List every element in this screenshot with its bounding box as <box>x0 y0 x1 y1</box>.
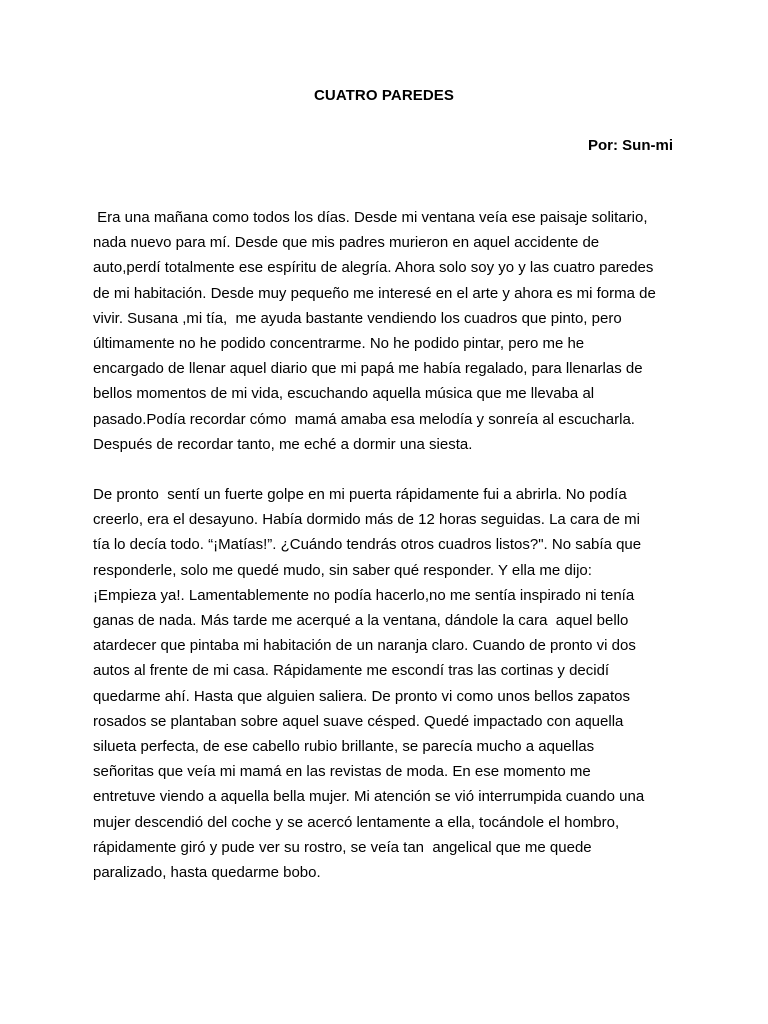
paragraph-line: tía lo decía todo. “¡Matías!”. ¿Cuándo tendrás otros cuadros listos?". No sabía que <box>93 536 642 554</box>
paragraph-2 <box>93 482 683 885</box>
paragraph-line: nada nuevo para mí. Desde que mis padres murieron en aquel accidente de <box>93 234 600 252</box>
paragraph-line: pasado.Podía recordar cómo mamá amaba esa melodía y sonreía al escucharla. <box>93 410 635 428</box>
paragraph-line: rosados se plantaban sobre aquel suave césped. Quedé impactado con aquella <box>93 712 624 730</box>
paragraph-line: últimamente no he podido concentrarme. No he podido pintar, pero me he <box>93 335 585 353</box>
paragraph-line: de mi habitación. Desde muy pequeño me interesé en el arte y ahora es mi forma de <box>93 284 656 302</box>
paragraph-line: señoritas que veía mi mamá en las revistas de moda. En ese momento me <box>93 763 591 781</box>
paragraph-line: De pronto sentí un fuerte golpe en mi puerta rápidamente fui a abrirla. No podía <box>93 486 627 503</box>
paragraph-line: encargado de llenar aquel diario que mi papá me había regalado, para llenarlas de <box>93 360 643 378</box>
paragraph-line: Era una mañana como todos los días. Desde mi ventana veía ese paisaje solitario, <box>93 209 648 226</box>
paragraph-line: entretuve viendo a aquella bella mujer. Mi atención se vió interrumpida cuando una <box>93 788 645 806</box>
paragraph-line: creerlo, era el desayuno. Había dormido más de 12 horas seguidas. La cara de mi <box>93 511 640 529</box>
paragraph-line: paralizado, hasta quedarme bobo. <box>93 864 321 882</box>
document-author: Por: Sun-mi <box>588 137 673 154</box>
paragraph-line: quedarme ahí. Hasta que alguien saliera. De pronto vi como unos bellos zapatos <box>93 687 630 705</box>
paragraph-line: mujer descendió del coche y se acercó lentamente a ella, tocándole el hombro, <box>93 813 620 831</box>
paragraph-line: responderle, solo me quedé mudo, sin saber qué responder. Y ella me dijo: <box>93 561 592 579</box>
paragraph-line: ¡Empieza ya!. Lamentablemente no podía hacerlo,no me sentía inspirado ni tenía <box>93 586 635 604</box>
paragraph-line: ganas de nada. Más tarde me acerqué a la ventana, dándole la cara aquel bello <box>93 612 629 630</box>
paragraph-line: vivir. Susana ,mi tía, me ayuda bastante vendiendo los cuadros que pinto, pero <box>93 309 622 327</box>
paragraph-line: rápidamente giró y pude ver su rostro, se veía tan angelical que me quede <box>93 838 592 856</box>
paragraph-line: Después de recordar tanto, me eché a dormir una siesta. <box>93 435 473 453</box>
paragraph-line: bellos momentos de mi vida, escuchando aquella música que me llevaba al <box>93 385 595 403</box>
document-title: CUATRO PAREDES <box>313 87 455 104</box>
paragraph-line: silueta perfecta, de ese cabello rubio brillante, se parecía mucho a aquellas <box>93 738 595 756</box>
paragraph-line: auto,perdí totalmente ese espíritu de alegría. Ahora solo soy yo y las cuatro paredes <box>93 259 654 277</box>
paragraph-1 <box>93 205 683 457</box>
paragraph-line: autos al frente de mi casa. Rápidamente me escondí tras las cortinas y decidí <box>93 662 610 680</box>
paragraph-line: atardecer que pintaba mi habitación de un naranja claro. Cuando de pronto vi dos <box>93 637 636 655</box>
